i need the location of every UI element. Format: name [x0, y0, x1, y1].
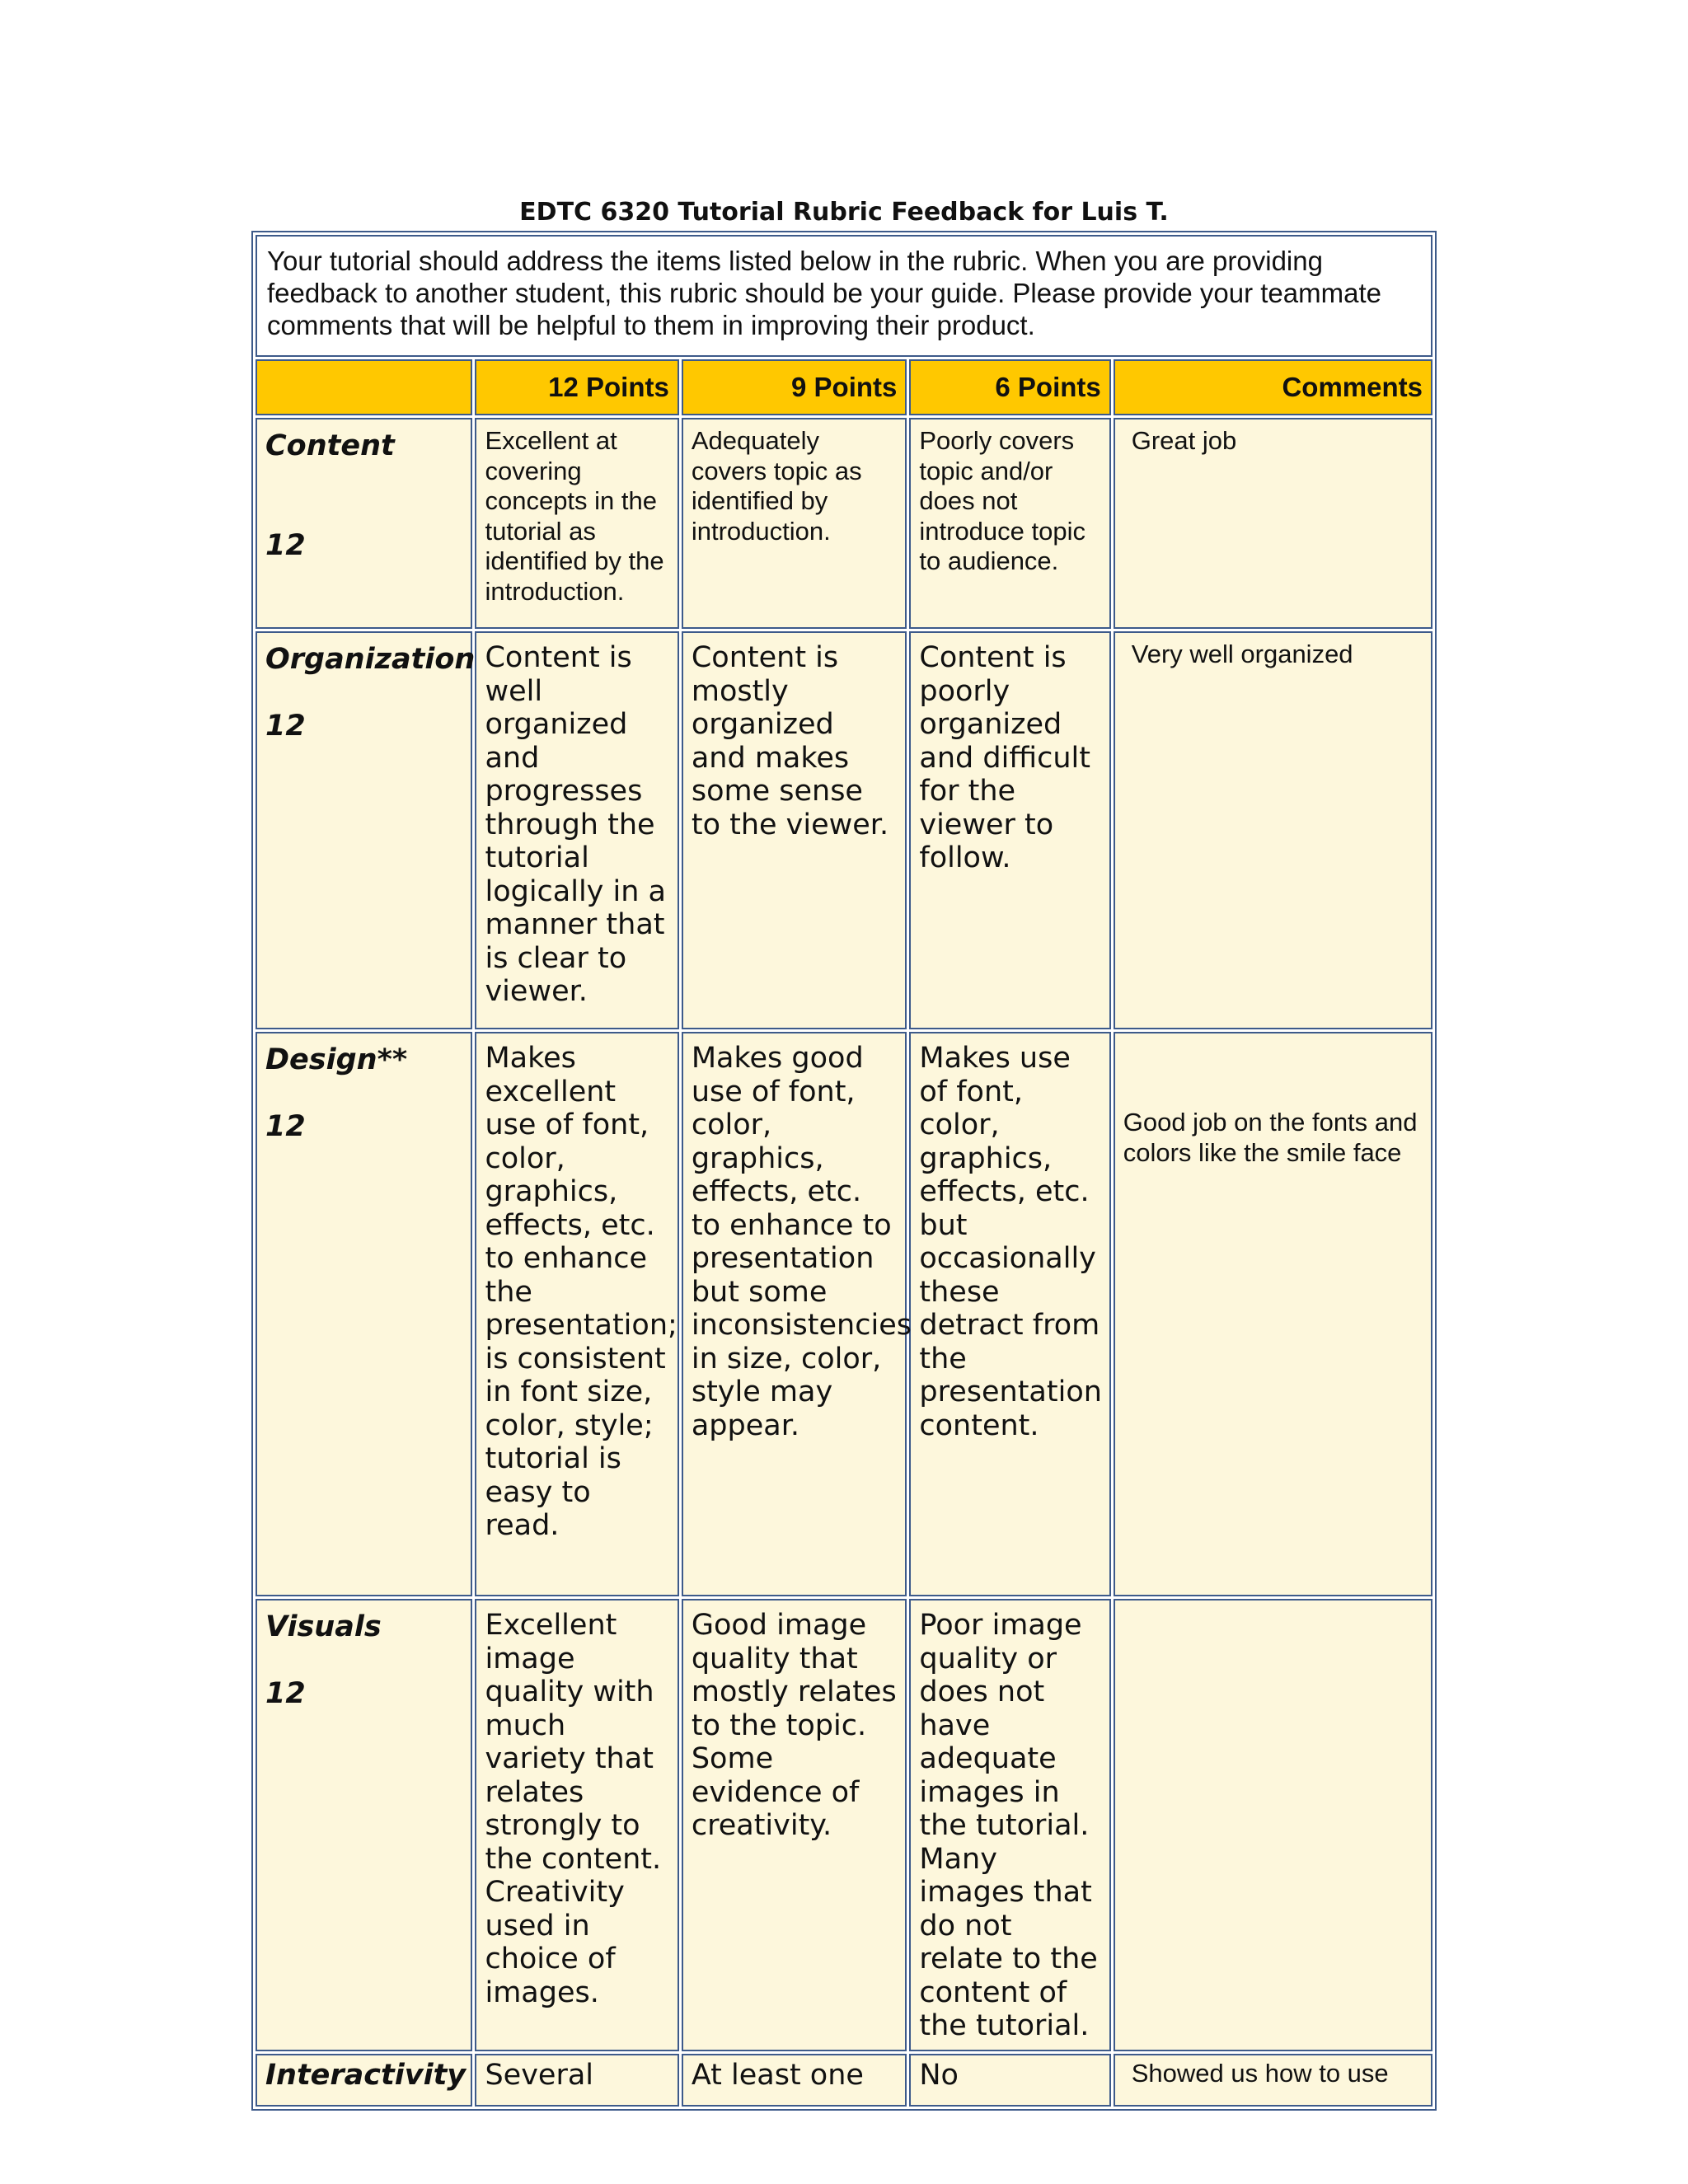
header-6-points: 6 Points — [909, 359, 1110, 415]
level-9-cell: Adequately covers topic as identified by introduction. — [682, 418, 907, 629]
criterion-cell — [256, 418, 472, 629]
rubric-table — [251, 231, 1437, 2111]
criterion-cell — [256, 2054, 472, 2107]
level-12-cell: Content is well organized and progresses through the tutorial logically in a manner that is clear to viewer. — [475, 631, 678, 1029]
level-6-cell: Content is poorly organized and difficult for the viewer to follow. — [909, 631, 1110, 1029]
level-9-cell: Good image quality that mostly relates to the topic. Some evidence of creativity. — [682, 1599, 907, 2051]
criterion-name: Organization — [265, 643, 476, 676]
criterion-name: Design** — [265, 1043, 408, 1076]
level-9-cell: Content is mostly organized and makes some sense to the viewer. — [682, 631, 907, 1029]
criterion-cell — [256, 1599, 472, 2051]
page-title: EDTC 6320 Tutorial Rubric Feedback for Luis T. — [519, 198, 1169, 227]
comment-cell: Good job on the fonts and colors like the smile face — [1114, 1032, 1432, 1596]
rubric-row-organization — [256, 631, 1432, 1029]
level-6-cell: Poor image quality or does not have adequate images in the tutorial. Many images that do not relate to the content of the tutorial. — [909, 1599, 1110, 2051]
rubric-row-interactivity — [256, 2054, 1432, 2107]
rubric-row-content — [256, 418, 1432, 629]
intro-row — [256, 235, 1432, 357]
level-12-cell: Several — [475, 2054, 678, 2107]
level-9-cell: Makes good use of font, color, graphics, effects, etc. to enhance to presentation but some inconsistencies in size, color, style may appear. — [682, 1032, 907, 1596]
criterion-points: 12 — [265, 1677, 306, 1710]
intro-text: Your tutorial should address the items listed below in the rubric. When you are providing feedback to another student, this rubric should be your guide. Please provide your teammate comments that will be helpful to them in improving their product. — [256, 235, 1432, 357]
comment-cell — [1114, 1599, 1432, 2051]
criterion-points: 12 — [265, 1110, 306, 1143]
header-row — [256, 359, 1432, 415]
level-6-cell: Poorly covers topic and/or does not introduce topic to audience. — [909, 418, 1110, 629]
rubric-row-visuals — [256, 1599, 1432, 2051]
criterion-cell — [256, 631, 476, 1029]
level-12-cell: Excellent image quality with much variety that relates strongly to the content. Creativity used in choice of images. — [475, 1599, 678, 2051]
header-comments: Comments — [1114, 359, 1432, 415]
header-9-points: 9 Points — [682, 359, 907, 415]
criterion-points: 12 — [265, 529, 306, 562]
level-6-cell: Makes use of font, color, graphics, effects, etc. but occasionally these detract from the presentation content. — [909, 1032, 1110, 1596]
criterion-name: Visuals — [265, 1610, 382, 1643]
header-12-points: 12 Points — [475, 359, 678, 415]
level-9-cell: At least one — [682, 2054, 907, 2107]
criterion-name: Content — [265, 429, 395, 462]
level-6-cell: No — [909, 2054, 1110, 2107]
level-12-cell: Excellent at covering concepts in the tutorial as identified by the introduction. — [475, 418, 678, 629]
level-12-cell: Makes excellent use of font, color, graphics, effects, etc. to enhance the presentation; is consistent in font size, color, style; tutorial is easy to read. — [475, 1032, 678, 1596]
header-blank — [256, 359, 472, 415]
rubric-row-design — [256, 1032, 1432, 1596]
comment-cell: Showed us how to use — [1114, 2054, 1432, 2107]
criterion-cell — [256, 1032, 472, 1596]
comment-cell: Very well organized — [1114, 631, 1432, 1029]
criterion-points: 12 — [265, 710, 306, 743]
comment-cell: Great job — [1114, 418, 1432, 629]
criterion-name: Interactivity — [265, 2058, 467, 2092]
